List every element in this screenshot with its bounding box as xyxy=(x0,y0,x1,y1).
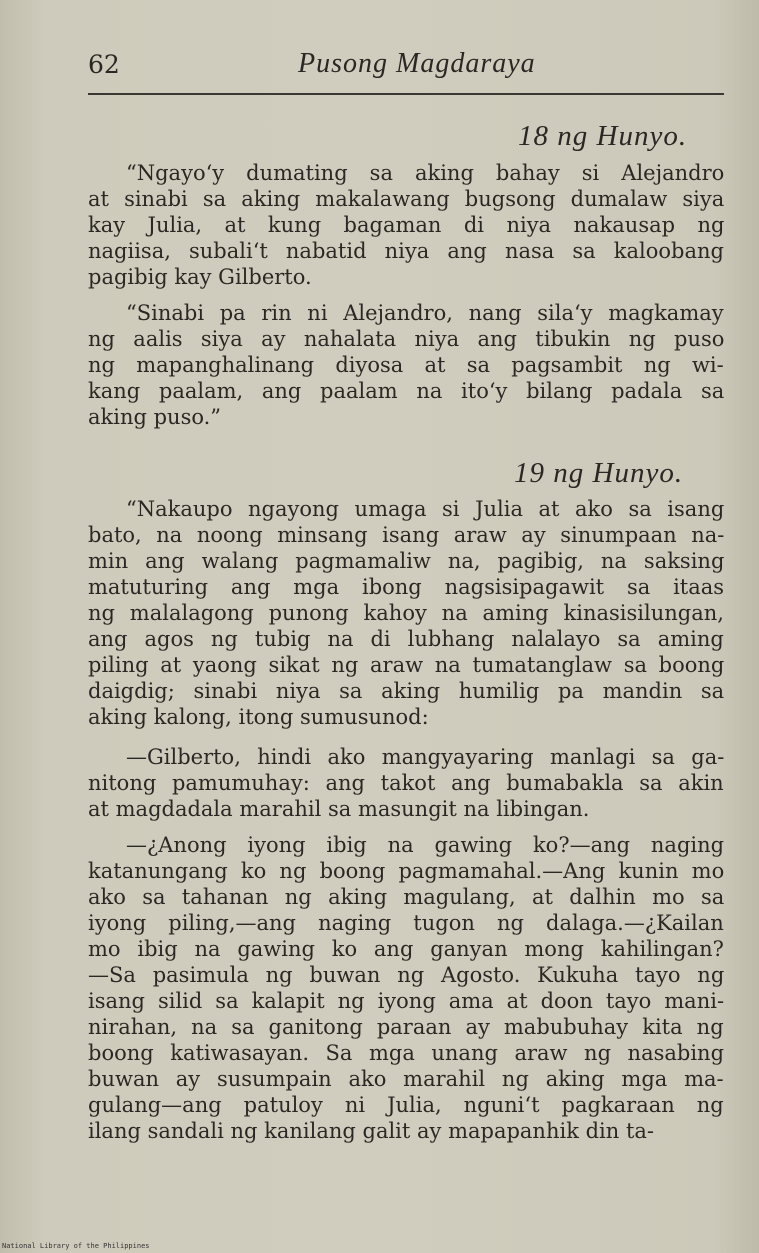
library-credit: National Library of the Philippines xyxy=(2,1242,150,1250)
paragraph xyxy=(88,300,724,430)
running-title: Pusong Magdaraya xyxy=(298,48,536,79)
text-line: aking kalong, itong sumusunod: xyxy=(88,705,429,729)
text-line: ako sa tahanan ng aking magulang, at dalhin mo sa xyxy=(88,885,725,909)
text-line: pagibig kay Gilberto. xyxy=(88,265,312,289)
text-line: min ang walang pagmamaliw na, pagibig, na saksing xyxy=(88,549,725,573)
text-line: ng malalagong punong kahoy na aming kinasisilungan, xyxy=(88,601,724,625)
text-line: —¿Anong iyong ibig na gawing ko?—ang naging xyxy=(126,833,725,857)
text-line: ilang sandali ng kanilang galit ay mapapanhik din ta- xyxy=(88,1119,655,1143)
text-line: isang silid sa kalapit ng iyong ama at doon tayo mani- xyxy=(88,989,725,1013)
text-line: gulang—ang patuloy ni Julia, nguni‘t pagkaraan ng xyxy=(88,1093,724,1117)
paragraph xyxy=(88,160,724,290)
text-line: matuturing ang mga ibong nagsisipagawit sa itaas xyxy=(88,575,725,599)
text-line: mo ibig na gawing ko ang ganyan mong kahilingan? xyxy=(88,937,724,961)
text-line: boong katiwasayan. Sa mga unang araw ng nasabing xyxy=(88,1041,725,1065)
paragraph xyxy=(88,832,724,1144)
text-line: nitong pamumuhay: ang takot ang bumabakla sa akin xyxy=(88,771,724,795)
text-line: “Ngayo‘y dumating sa aking bahay si Alejandro xyxy=(126,161,725,185)
text-line: nagiisa, subali‘t nabatid niya ang nasa sa kaloobang xyxy=(88,239,724,263)
text-line: —Sa pasimula ng buwan ng Agosto. Kukuha tayo ng xyxy=(88,963,725,987)
text-line: ng mapanghalinang diyosa at sa pagsambit ng wi- xyxy=(88,353,724,377)
text-line: katanungang ko ng boong pagmamahal.—Ang kunin mo xyxy=(88,859,725,883)
text-line: piling at yaong sikat ng araw na tumatanglaw sa boong xyxy=(88,653,725,677)
text-line: at magdadala marahil sa masungit na libingan. xyxy=(88,797,590,821)
text-line: buwan ay susumpain ako marahil ng aking mga ma- xyxy=(88,1067,724,1091)
paragraph xyxy=(88,744,724,822)
text-line: —Gilberto, hindi ako mangyayaring manlagi sa ga- xyxy=(126,745,725,769)
header-rule xyxy=(88,93,724,95)
text-line: iyong piling,—ang naging tugon ng dalaga.—¿Kailan xyxy=(88,911,724,935)
text-line: “Nakaupo ngayong umaga si Julia at ako sa isang xyxy=(126,497,725,521)
text-line: daigdig; sinabi niya sa aking humilig pa mandin sa xyxy=(88,679,725,703)
text-line: kay Julia, at kung bagaman di niya nakausap ng xyxy=(88,213,725,237)
text-line: nirahan, na sa ganitong paraan ay mabubuhay kita ng xyxy=(88,1015,724,1039)
text-line: kang paalam, ang paalam na ito‘y bilang padala sa xyxy=(88,379,725,403)
entry-date-19-june: 19 ng Hunyo. xyxy=(514,457,684,489)
text-line: “Sinabi pa rin ni Alejandro, nang sila‘y magkamay xyxy=(126,301,724,325)
page-number: 62 xyxy=(88,50,120,79)
text-line: at sinabi sa aking makalawang bugsong dumalaw siya xyxy=(88,187,725,211)
text-line: bato, na noong minsang isang araw ay sinumpaan na- xyxy=(88,523,725,547)
text-line: ng aalis siya ay nahalata niya ang tibukin ng puso xyxy=(88,327,725,351)
text-line: ang agos ng tubig na di lubhang nalalayo sa aming xyxy=(88,627,724,651)
entry-date-18-june: 18 ng Hunyo. xyxy=(518,120,688,152)
paragraph xyxy=(88,496,724,730)
page-header xyxy=(88,46,724,86)
text-line: aking puso.” xyxy=(88,405,222,429)
